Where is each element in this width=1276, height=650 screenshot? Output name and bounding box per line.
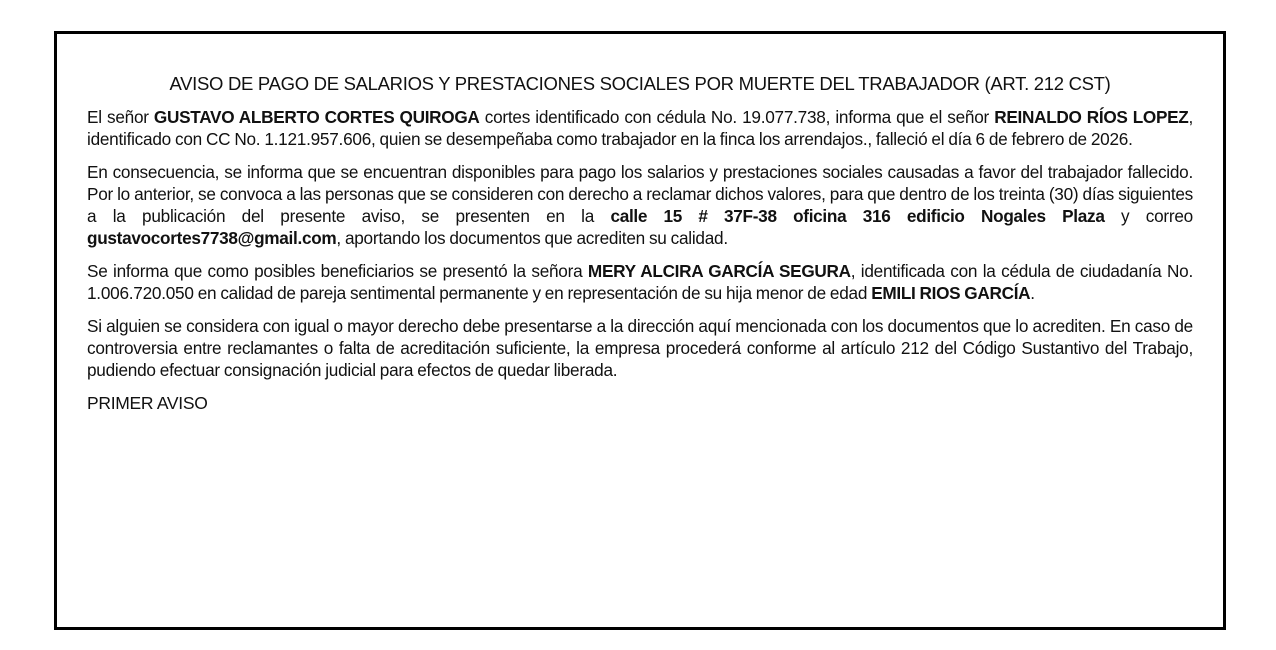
contact-email: gustavocortes7738@gmail.com	[87, 228, 337, 248]
legal-notice-box	[54, 31, 1226, 630]
text: , aportando los documentos que acrediten su calidad.	[336, 228, 728, 248]
paragraph-beneficiaries	[87, 260, 1193, 304]
paragraph-convocation	[87, 161, 1193, 249]
deceased-worker-name: REINALDO RÍOS LOPEZ	[994, 107, 1189, 127]
employer-name: GUSTAVO ALBERTO CORTES QUIROGA	[153, 107, 480, 127]
text: Se informa que como posibles beneficiarios se presentó la señora	[87, 261, 588, 281]
minor-beneficiary-name: EMILI RIOS GARCÍA	[871, 283, 1031, 303]
notice-title: AVISO DE PAGO DE SALARIOS Y PRESTACIONES SOCIALES POR MUERTE DEL TRABAJADOR (ART. 212 CST)	[169, 73, 1111, 94]
text: .	[1030, 283, 1035, 303]
text: Si alguien se considera con igual o mayor derecho debe presentarse a la dirección aquí mencionada con los documentos que lo acrediten. En caso de controversia entre reclamantes o falta de acreditación suficiente, la empresa procederá conforme al artículo 212 del Código Sustantivo del Trabajo, pudiendo efectuar consignación judicial para efectos de quedar liberada.	[87, 316, 1193, 380]
text: y correo	[1104, 206, 1193, 226]
address: calle 15 # 37F-38 oficina 316 edificio Nogales Plaza	[610, 206, 1105, 226]
beneficiary-name: MERY ALCIRA GARCÍA SEGURA	[587, 261, 851, 281]
text: El señor	[87, 107, 154, 127]
text: En consecuencia, se informa que se encuentran disponibles para pago los salarios y prestaciones sociales causadas a favor del trabajador fallecido. Por lo anterior, se convoca a las personas que se consideren con derecho a reclamar dichos valores, para que dentro de los treinta (30) días siguientes a la publicación del presente aviso, se presenten en la	[87, 162, 1193, 226]
text: cortes identificado con cédula No. 19.077.738, informa que el señor	[479, 107, 995, 127]
notice-content	[87, 72, 1193, 414]
paragraph-legal-procedure	[87, 315, 1193, 381]
text: , identificado con CC No. 1.121.957.606, quien se desempeñaba como trabajador en la finca los arrendajos., falleció el día 6 de febrero de 2026.	[87, 107, 1194, 149]
text: , identificada con la cédula de ciudadanía No. 1.006.720.050 en calidad de pareja sentimental permanente y en representación de su hija menor de edad	[87, 261, 1193, 303]
paragraph-announcement	[87, 106, 1193, 150]
notice-closing: PRIMER AVISO	[87, 393, 208, 413]
